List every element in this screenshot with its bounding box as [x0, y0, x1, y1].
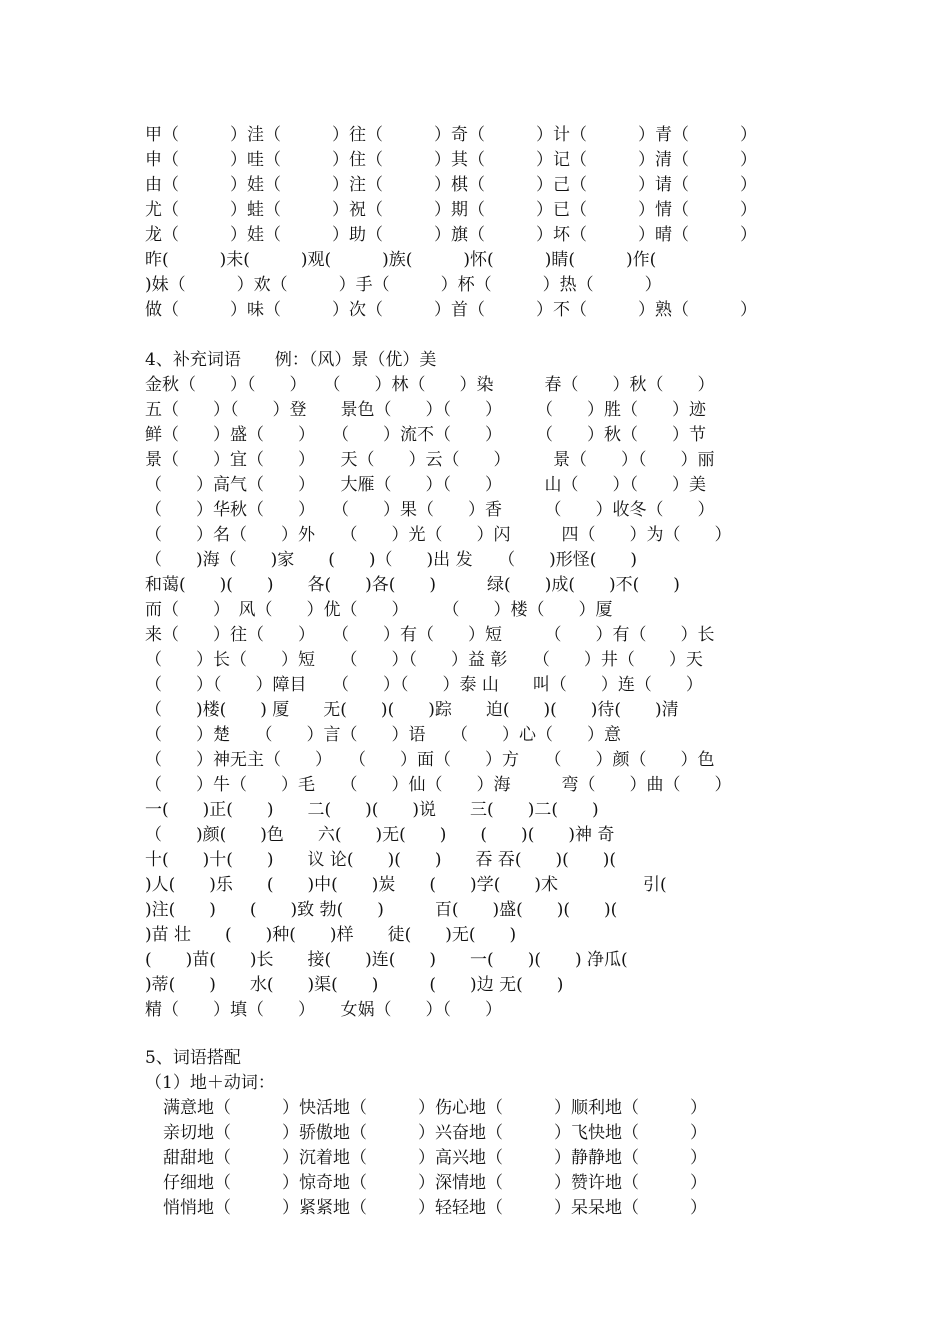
char-exercise-line: 昨( )未( )观( )族( )怀( )睛( )作( [145, 250, 657, 270]
fill-word-line: )人( )乐 ( )中( )炭 ( )学( )术 引( [145, 875, 667, 895]
fill-word-line: （ ）名（ ）外 （ ）光（ ）闪 四（ ）为（ ） [145, 525, 732, 545]
fill-word-line: 和蔼( )( ) 各( )各( ) 绿( )成( )不( ) [145, 575, 680, 595]
fill-word-line: （ )楼( ) 厦 无( )( )踪 迫( )( )待( )清 [145, 700, 679, 720]
fill-word-line: （ )海（ )家 ( )（ )出 发 （ )形怪( ) [145, 550, 637, 570]
fill-word-line: （ ）长（ ）短 （ ）（ ）益 彰 （ ）井（ ）天 [145, 650, 703, 670]
section-5-subtitle: （1）地＋动词： [145, 1073, 275, 1093]
char-exercise-line: 尤（ ）蛙（ ）祝（ ）期（ ）已（ ）情（ ） [145, 200, 757, 220]
fill-word-line: （ ）华秋（ ） （ ）果（ ）香 （ ）收冬（ ） [145, 500, 715, 520]
word-match-line: 满意地（ ）快活地（ ）伤心地（ ）顺利地（ ） [163, 1098, 707, 1118]
char-exercise-line: 龙（ ）娃（ ）助（ ）旗（ ）坏（ ）晴（ ） [145, 225, 757, 245]
word-match-line: 甜甜地（ ）沉着地（ ）高兴地（ ）静静地（ ） [163, 1148, 707, 1168]
fill-word-line: 精（ ）填（ ） 女娲（ ）（ ） [145, 1000, 502, 1020]
fill-word-line: （ )颜( )色 六( )无( ) ( )( )神 奇 [145, 825, 615, 845]
fill-word-line: 一( )正( ) 二( )( )说 三( )二( ) [145, 800, 599, 820]
fill-word-line: （ ）（ ）障目 （ ）（ ）泰 山 叫（ ）连（ ） [145, 675, 703, 695]
section-5-title: 5、词语搭配 [145, 1048, 241, 1068]
fill-word-line: )苗 壮 ( )种( )样 徒( )无( ) [145, 925, 517, 945]
fill-word-line: 十( )十( ) 议 论( )( ) 吞 吞( )( )( [145, 850, 617, 870]
fill-word-line: 金秋（ ）（ ） （ ）林（ ）染 春（ ）秋（ ） [145, 375, 715, 395]
fill-word-line: （ ）神无主（ ） （ ）面（ ）方 （ ）颜（ ）色 [145, 750, 715, 770]
word-match-line: 亲切地（ ）骄傲地（ ）兴奋地（ ）飞快地（ ） [163, 1123, 707, 1143]
fill-word-line: （ ）高气（ ） 大雁（ ）（ ） 山（ ）（ ）美 [145, 475, 706, 495]
word-match-line: 悄悄地（ ）紧紧地（ ）轻轻地（ ）呆呆地（ ） [163, 1198, 707, 1218]
fill-word-line: （ ）牛（ ）毛 （ ）仙（ ）海 弯（ ）曲（ ） [145, 775, 732, 795]
word-match-line: 仔细地（ ）惊奇地（ ）深情地（ ）赞许地（ ） [163, 1173, 707, 1193]
fill-word-line: )蒂( ) 水( )渠( ) ( )边 无( ) [145, 975, 564, 995]
section-4-title: 4、补充词语 例：（风）景（优）美 [145, 350, 437, 370]
char-exercise-line: 甲（ ）洼（ ）往（ ）奇（ ）计（ ）青（ ） [145, 125, 757, 145]
fill-word-line: 而（ ） 风（ ）优（ ） （ ）楼（ ）厦 [145, 600, 613, 620]
fill-word-line: （ ）楚 （ ）言（ ）语 （ ）心（ ）意 [145, 725, 621, 745]
fill-word-line: 景（ ）宜（ ） 天（ ）云（ ） 景（ ）（ ）丽 [145, 450, 715, 470]
char-exercise-line: 做（ ）味（ ）次（ ）首（ ）不（ ）熟（ ） [145, 300, 757, 320]
char-exercise-line: )妹（ ）欢（ ）手（ ）杯（ ）热（ ） [145, 275, 662, 295]
fill-word-line: 来（ ）往（ ） （ ）有（ ）短 （ ）有（ ）长 [145, 625, 715, 645]
fill-word-line: ( )苗( )长 接( )连( ) 一( )( ) 净瓜( [145, 950, 628, 970]
fill-word-line: 五（ ）（ ）登 景色（ ）（ ） （ ）胜（ ）迹 [145, 400, 706, 420]
fill-word-line: 鲜（ ）盛（ ） （ ）流不（ ） （ ）秋（ ）节 [145, 425, 706, 445]
char-exercise-line: 由（ ）娃（ ）注（ ）棋（ ）己（ ）请（ ） [145, 175, 757, 195]
fill-word-line: )注( ) ( )致 勃( ) 百( )盛( )( )( [145, 900, 618, 920]
char-exercise-line: 申（ ）哇（ ）住（ ）其（ ）记（ ）清（ ） [145, 150, 757, 170]
